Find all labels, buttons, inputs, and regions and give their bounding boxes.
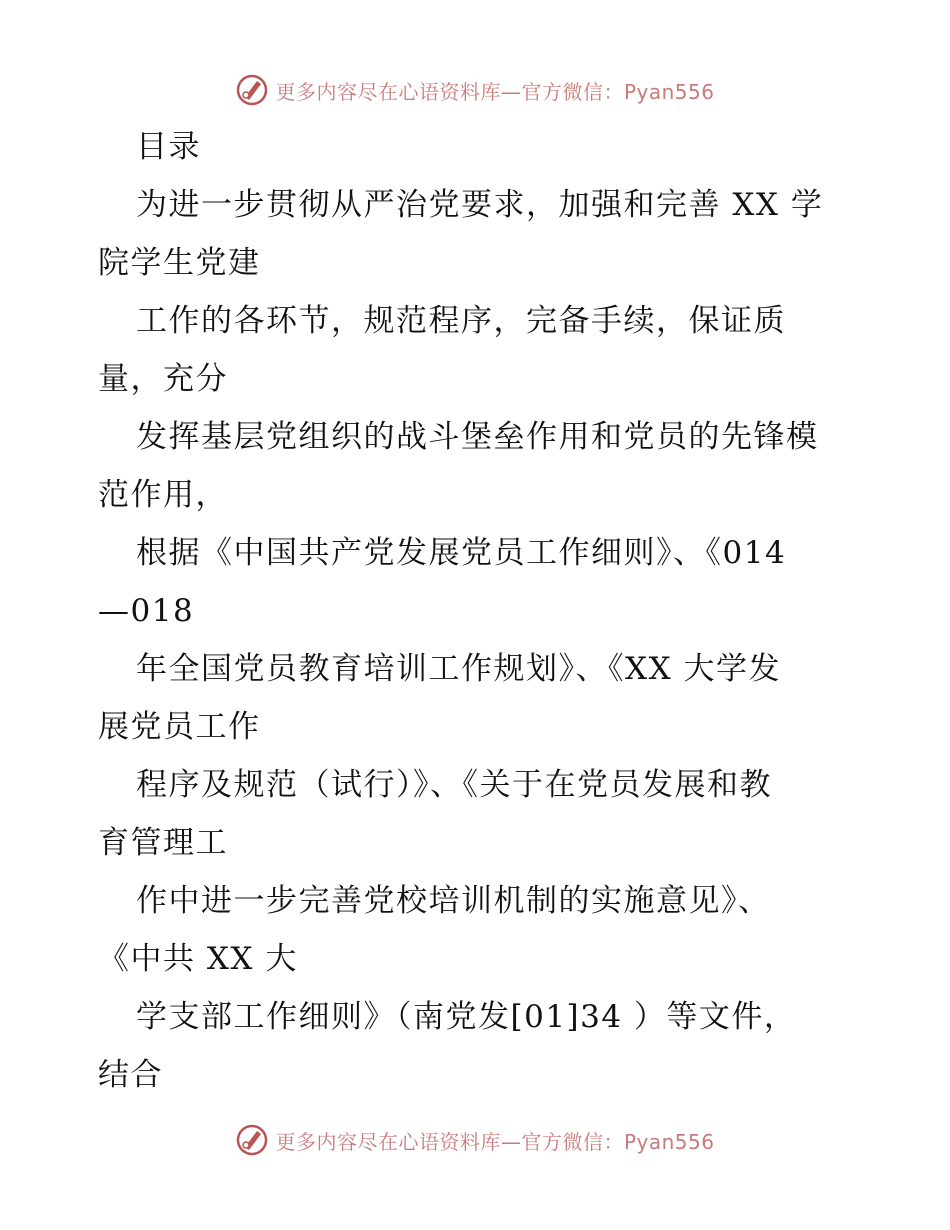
header-watermark <box>235 73 714 107</box>
doc-line: 年全国党员教育培训工作规划》、《XX 大学发 <box>136 651 781 687</box>
footer-watermark <box>235 1123 714 1157</box>
doc-line: 工作的各环节，规范程序，完备手续，保证质 <box>136 303 786 339</box>
document-body <box>98 118 858 1104</box>
doc-line: 目录 <box>136 129 201 165</box>
doc-line: 程序及规范（试行）》、《关于在党员发展和教 <box>136 767 772 803</box>
footer-watermark-banner <box>0 1120 950 1160</box>
pen-seal-logo-icon <box>235 73 269 107</box>
doc-line: 根据《中国共产党发展党员工作细则》、《014 <box>136 535 787 571</box>
doc-line: 《中共 XX 大 <box>98 941 298 977</box>
doc-line: 学支部工作细则》（南党发[01]34 ）等文件， <box>136 999 797 1035</box>
header-watermark-banner <box>0 70 950 110</box>
doc-line: —018 <box>98 593 195 629</box>
doc-line: 量，充分 <box>98 361 228 397</box>
watermark-text: 更多内容尽在心语资料库—官方微信：Pyan556 <box>275 79 715 104</box>
pen-seal-logo-icon <box>235 1123 269 1157</box>
doc-line: 范作用， <box>98 477 228 513</box>
doc-line: 展党员工作 <box>98 709 261 745</box>
watermark-text: 更多内容尽在心语资料库—官方微信：Pyan556 <box>275 1129 715 1154</box>
doc-line: 作中进一步完善党校培训机制的实施意见》、 <box>136 883 771 919</box>
doc-line: 育管理工 <box>98 825 228 861</box>
doc-line: 发挥基层党组织的战斗堡垒作用和党员的先锋模 <box>136 419 819 455</box>
doc-line: 为进一步贯彻从严治党要求，加强和完善 XX 学 <box>136 187 824 223</box>
doc-line: 院学生党建 <box>98 245 261 281</box>
doc-line: 结合 <box>98 1057 163 1093</box>
